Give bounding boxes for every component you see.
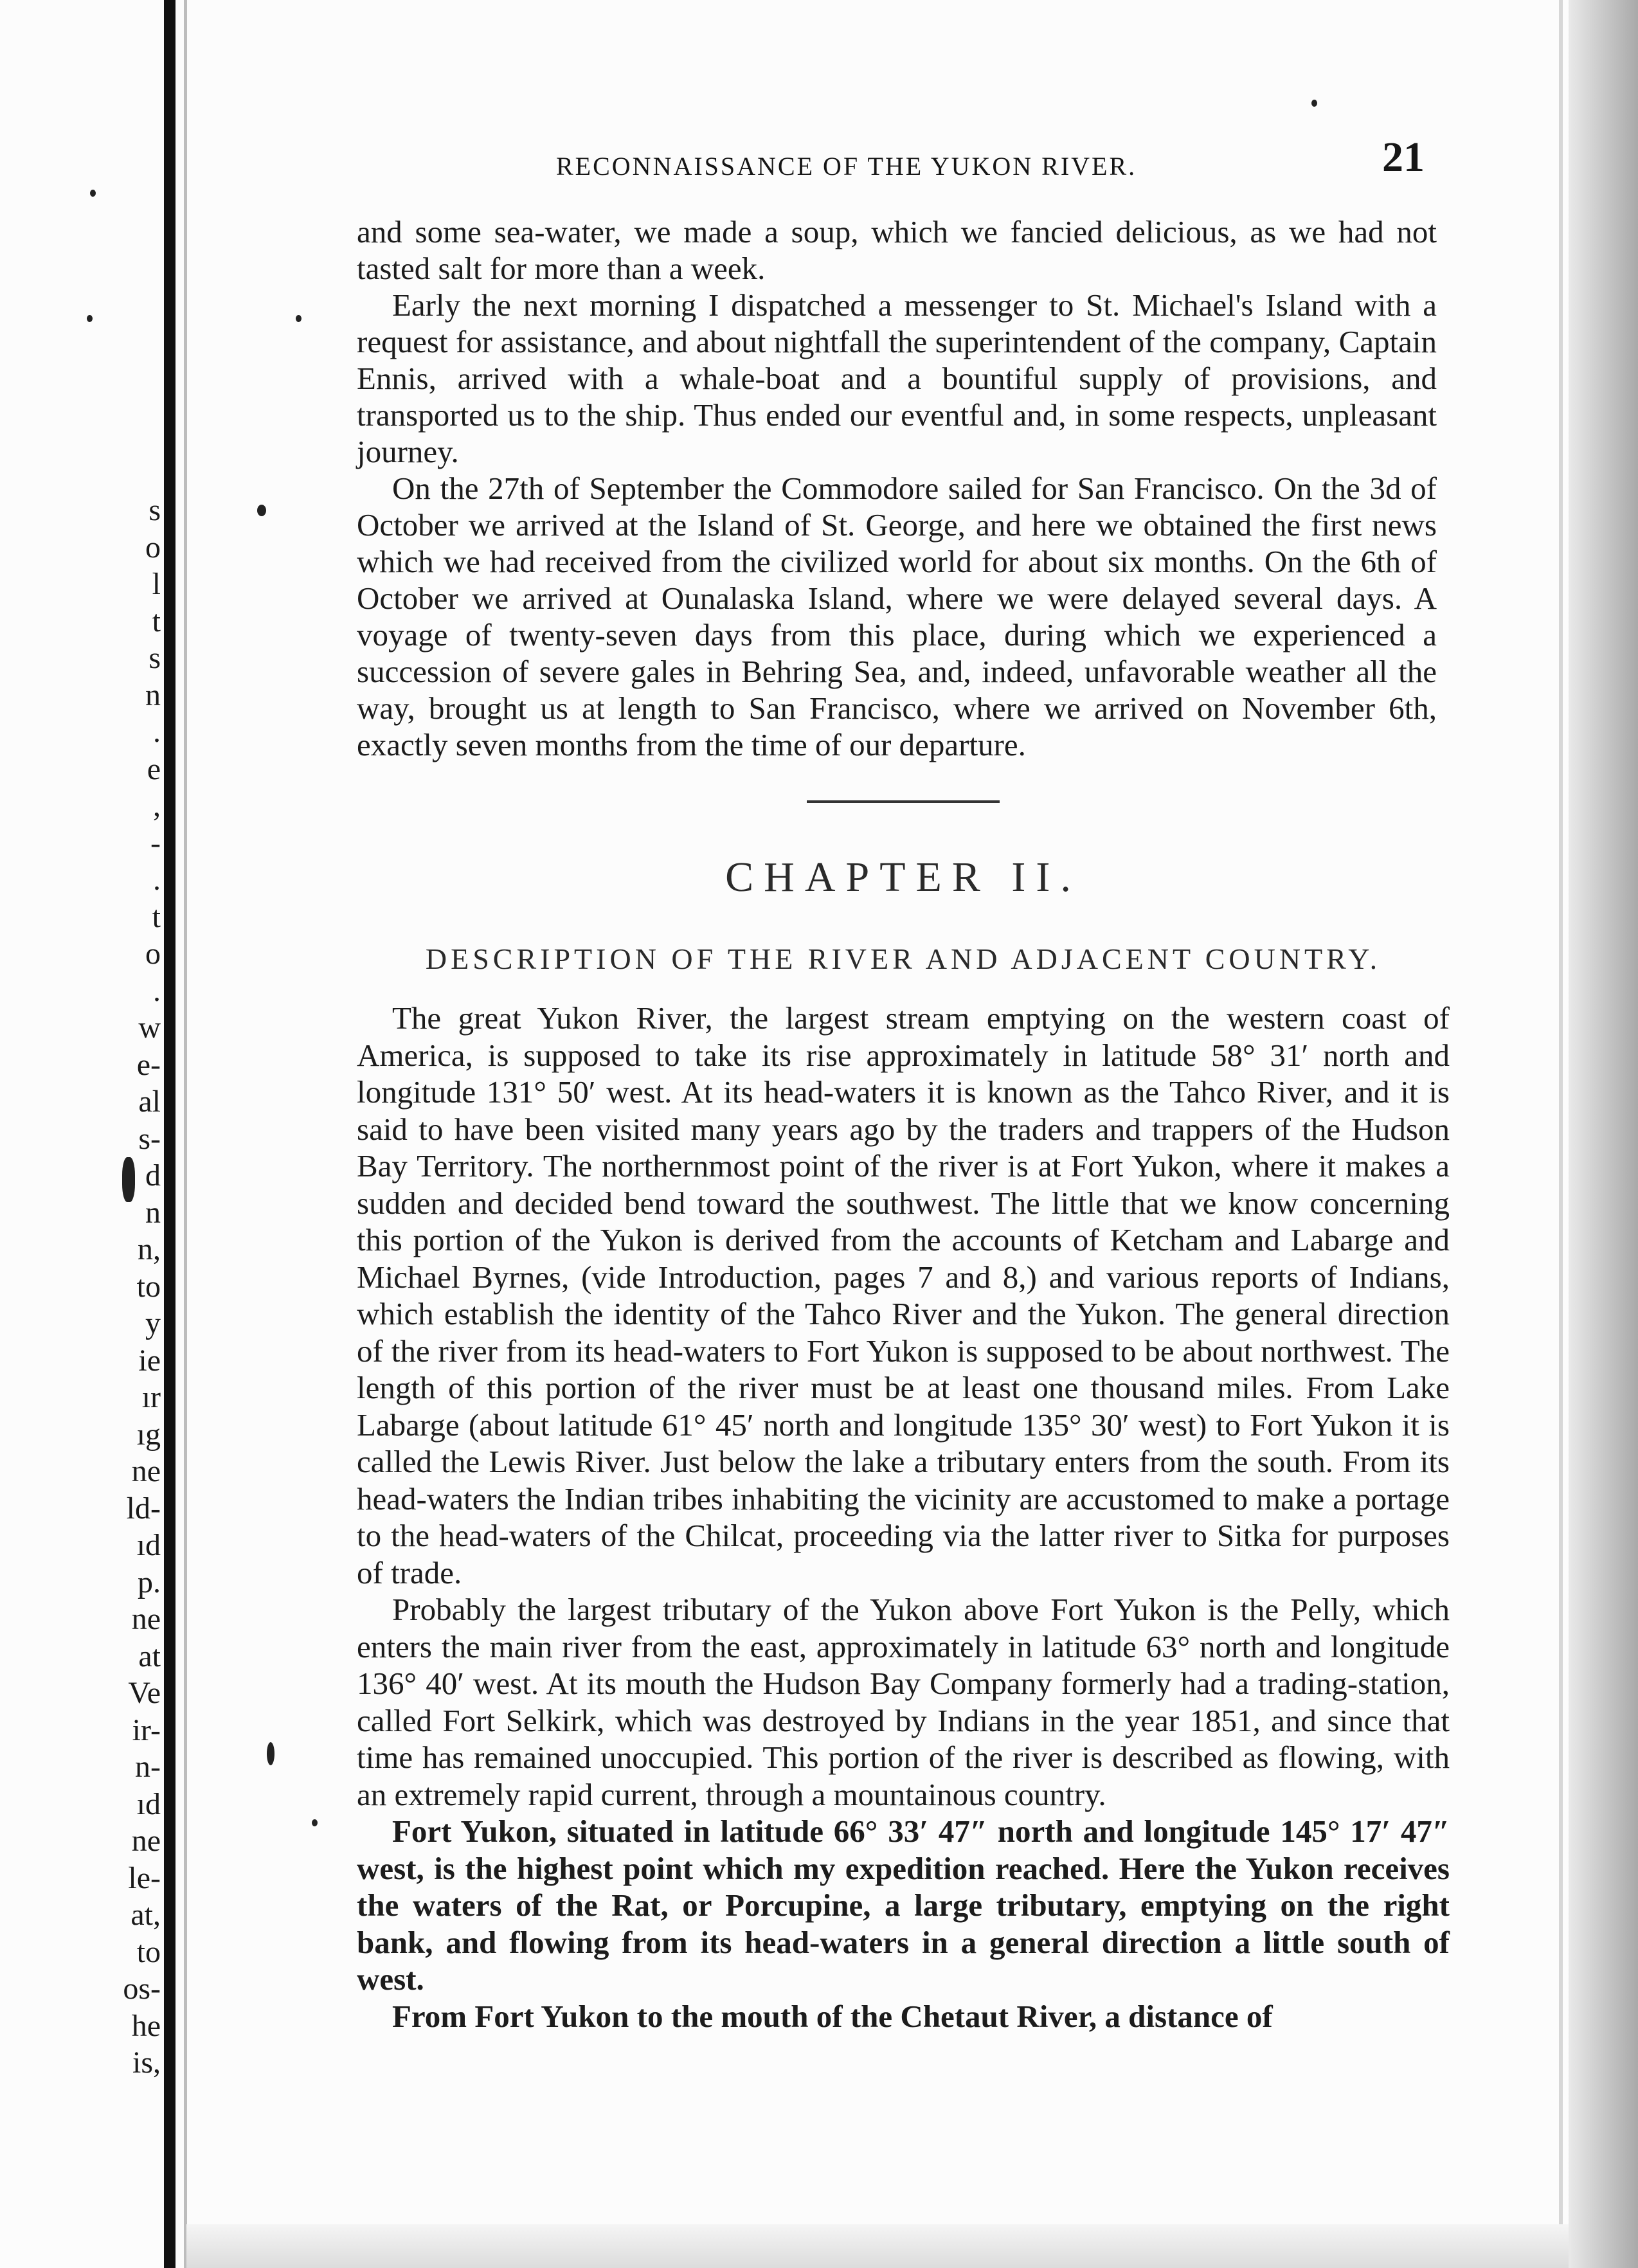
adjacent-page-fragments: [0, 0, 161, 2268]
book-page: [357, 134, 1450, 2067]
ink-speck: [296, 315, 302, 322]
adjacent-page-fragment: e-: [136, 1047, 161, 1082]
adjacent-page-fragment: p.: [138, 1565, 161, 1599]
adjacent-page-fragment: le-: [128, 1860, 161, 1895]
adjacent-page-fragment: ne: [131, 1824, 161, 1858]
ink-speck: [267, 1742, 274, 1765]
adjacent-page-fragment: is,: [132, 2046, 161, 2080]
adjacent-page-fragment: ie: [138, 1343, 161, 1378]
adjacent-page-fragment: ır: [141, 1380, 161, 1414]
page-edge: [1569, 0, 1638, 2268]
adjacent-page-fragment: at,: [130, 1898, 161, 1932]
adjacent-page-fragment: w: [138, 1011, 161, 1045]
page-edge-rule: [1559, 0, 1563, 2268]
adjacent-page-fragment: ne: [131, 1454, 161, 1488]
adjacent-page-fragment: s: [148, 493, 161, 527]
running-head: RECONNAISSANCE OF THE YUKON RIVER.: [556, 152, 1137, 181]
adjacent-page-fragment: n: [145, 1195, 161, 1230]
adjacent-page-fragment: o: [145, 530, 161, 564]
paragraph: Probably the largest tributary of the Yukon above Fort Yukon is the Pelly, which enters the main river from the east, approximately in latitude 63° north and longitude 136° 40′ west. At its mouth the Hudson Bay Company formerly had a trading-station, called Fort Selkirk, which was destroyed by Indians in the year 1851, and since that time has remained unoccupied. This portion of the river is described as flowing, with an extremely rapid current, through a mountainous country.: [357, 1592, 1450, 1812]
paragraph: Early the next morning I dispatched a messenger to St. Michael's Island with a request for assistance, and about nightfall the superintendent of the company, Captain Ennis, arrived with a whale-boat and a bountiful supply of provisions, and transported us to the ship. Thus ended our eventful and, in some respects, unpleasant journey.: [357, 287, 1437, 469]
adjacent-page-fragment: -: [150, 825, 161, 860]
adjacent-page-fragment: at: [138, 1639, 161, 1673]
adjacent-page-fragment: s: [148, 641, 161, 675]
adjacent-page-fragment: n,: [138, 1232, 161, 1266]
adjacent-page-fragment: d: [145, 1158, 161, 1192]
adjacent-page-fragment: l: [152, 567, 161, 601]
adjacent-page-fragment: .: [153, 863, 161, 897]
paragraph: From Fort Yukon to the mouth of the Chetaut River, a distance of: [392, 1998, 1273, 2034]
adjacent-page-fragment: n: [145, 678, 161, 712]
adjacent-page-fragment: he: [131, 2008, 161, 2043]
adjacent-page-fragment: t: [152, 604, 161, 638]
page-number: 21: [1382, 134, 1425, 181]
adjacent-page-fragment: al: [138, 1084, 161, 1119]
adjacent-page-fragment: Ve: [128, 1676, 161, 1710]
adjacent-page-fragment: y: [145, 1306, 161, 1340]
page-bottom-edge: [186, 2224, 1569, 2268]
adjacent-page-fragment: .: [153, 973, 161, 1008]
paragraph: On the 27th of September the Commodore sailed for San Francisco. On the 3d of October we arrived at the Island of St. George, and here we obtained the first news which we had received from the civilized world for about six months. On the 6th of October we arrived at Ounalaska Island, where we were delayed several days. A voyage of twenty-seven days from this place, during which we experienced a succession of severe gales in Behring Sea, and, indeed, unfavorable weather all the way, brought us at length to San Francisco, where we arrived on November 6th, exactly seven months from the time of our departure.: [357, 471, 1437, 762]
ink-speck: [87, 315, 93, 322]
adjacent-page-fragment: .: [153, 715, 161, 749]
ink-speck: [122, 1157, 135, 1202]
adjacent-page-fragment: os-: [123, 1972, 161, 2006]
adjacent-page-fragment: o: [145, 937, 161, 971]
bold-text-section: [357, 1813, 1450, 2035]
section-divider: [807, 800, 1000, 803]
adjacent-page-fragment: ir-: [132, 1713, 161, 1747]
chapter-subtitle: DESCRIPTION OF THE RIVER AND ADJACENT COUNTRY.: [425, 942, 1382, 975]
adjacent-page-fragment: t: [152, 899, 161, 934]
adjacent-page-fragment: ıg: [136, 1417, 161, 1452]
paragraph: Fort Yukon, situated in latitude 66° 33′ 47″ north and longitude 145° 17′ 47″ west, is the highest point which my expedition reached. Here the Yukon receives the waters of the Rat, or Porcupine, a large tributary, emptying on the right bank, and flowing from its head-waters in a general direction a little south of west.: [357, 1814, 1450, 1997]
chapter-title: CHAPTER II.: [725, 854, 1081, 901]
adjacent-page-fragment: ıd: [136, 1787, 161, 1821]
adjacent-page-fragment: ne: [131, 1602, 161, 1636]
paragraph: The great Yukon River, the largest stream emptying on the western coast of America, is supposed to take its rise approximately in latitude 58° 31′ north and longitude 131° 50′ west. At its head-waters it is known as the Tahco River, and it is said to have been visited many years ago by the traders and trappers of the Hudson Bay Territory. The northernmost point of the river is at Fort Yukon, where it makes a sudden and decided bend toward the southwest. The little that we know concerning this portion of the Yukon is derived from the accounts of Ketcham and Labarge and Michael Byrnes, (vide Introduction, pages 7 and 8,) and various reports of Indians, which establish the identity of the Tahco River and the Yukon. The general direction of the river from its head-waters to Fort Yukon is supposed to be about northwest. The length of this portion of the river must be at least one thousand miles. From Lake Labarge (about latitude 61° 45′ north and longitude 135° 30′ west) to Fort Yukon it is called the Lewis River. Just below the lake a tributary enters from the south. From its head-waters the Indian tribes inhabiting the vicinity are accustomed to make a portage to the head-waters of the Chilcat, proceeding via the latter river to Sitka for purposes of trade.: [357, 1000, 1450, 1590]
adjacent-page-fragment: s-: [138, 1121, 161, 1156]
ink-speck: [257, 505, 266, 516]
adjacent-page-fragment: ,: [153, 789, 161, 823]
paragraph: and some sea-water, we made a soup, which we fancied delicious, as we had not tasted salt for more than a week.: [357, 214, 1437, 286]
adjacent-page-fragment: ld-: [126, 1491, 161, 1526]
adjacent-page-fragment: e: [147, 752, 161, 786]
opening-text: [357, 213, 1437, 763]
ink-speck: [90, 190, 96, 197]
ink-speck: [1311, 100, 1317, 107]
adjacent-page-fragment: to: [136, 1934, 161, 1969]
adjacent-page-fragment: to: [136, 1269, 161, 1304]
gutter-shadow: [184, 0, 187, 2268]
adjacent-page-fragment: ıd: [136, 1528, 161, 1562]
adjacent-page-fragment: n-: [135, 1750, 161, 1784]
chapter-text: [357, 1000, 1450, 2035]
book-gutter: [164, 0, 176, 2268]
ink-speck: [312, 1819, 318, 1826]
